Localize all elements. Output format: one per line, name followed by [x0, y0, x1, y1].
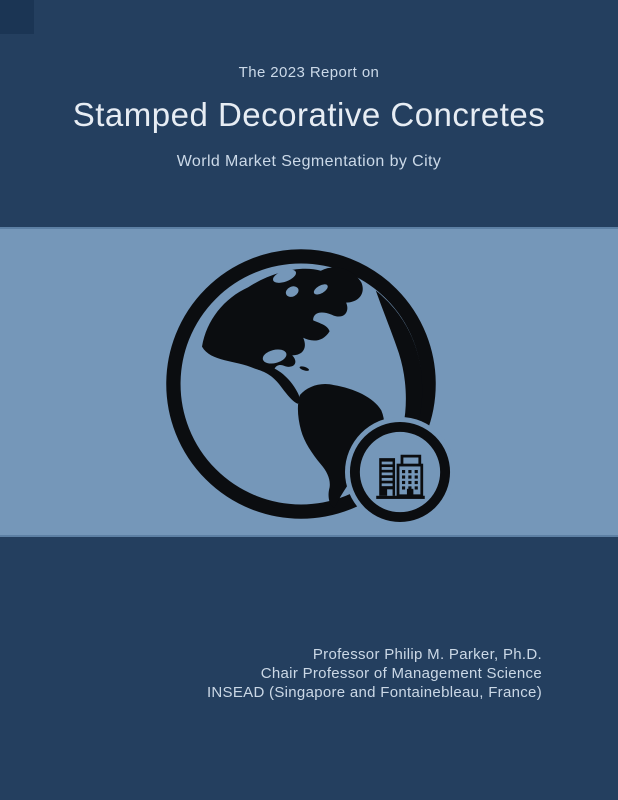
report-subtitle: World Market Segmentation by City [176, 153, 442, 170]
title-section [0, 0, 618, 227]
corner-accent [0, 0, 34, 34]
author-affiliation: INSEAD (Singapore and Fontainebleau, France) [206, 684, 542, 701]
report-year-line: The 2023 Report on [238, 64, 380, 81]
author-title: Chair Professor of Management Science [260, 665, 542, 682]
report-title: Stamped Decorative Concretes [72, 96, 546, 133]
author-block [207, 645, 542, 702]
city-buildings-icon [345, 417, 455, 527]
globe-americas-icon [158, 241, 488, 549]
globe-illustration [158, 241, 488, 549]
author-section [0, 537, 618, 800]
author-name: Professor Philip M. Parker, Ph.D. [312, 646, 542, 663]
illustration-band [0, 227, 618, 537]
